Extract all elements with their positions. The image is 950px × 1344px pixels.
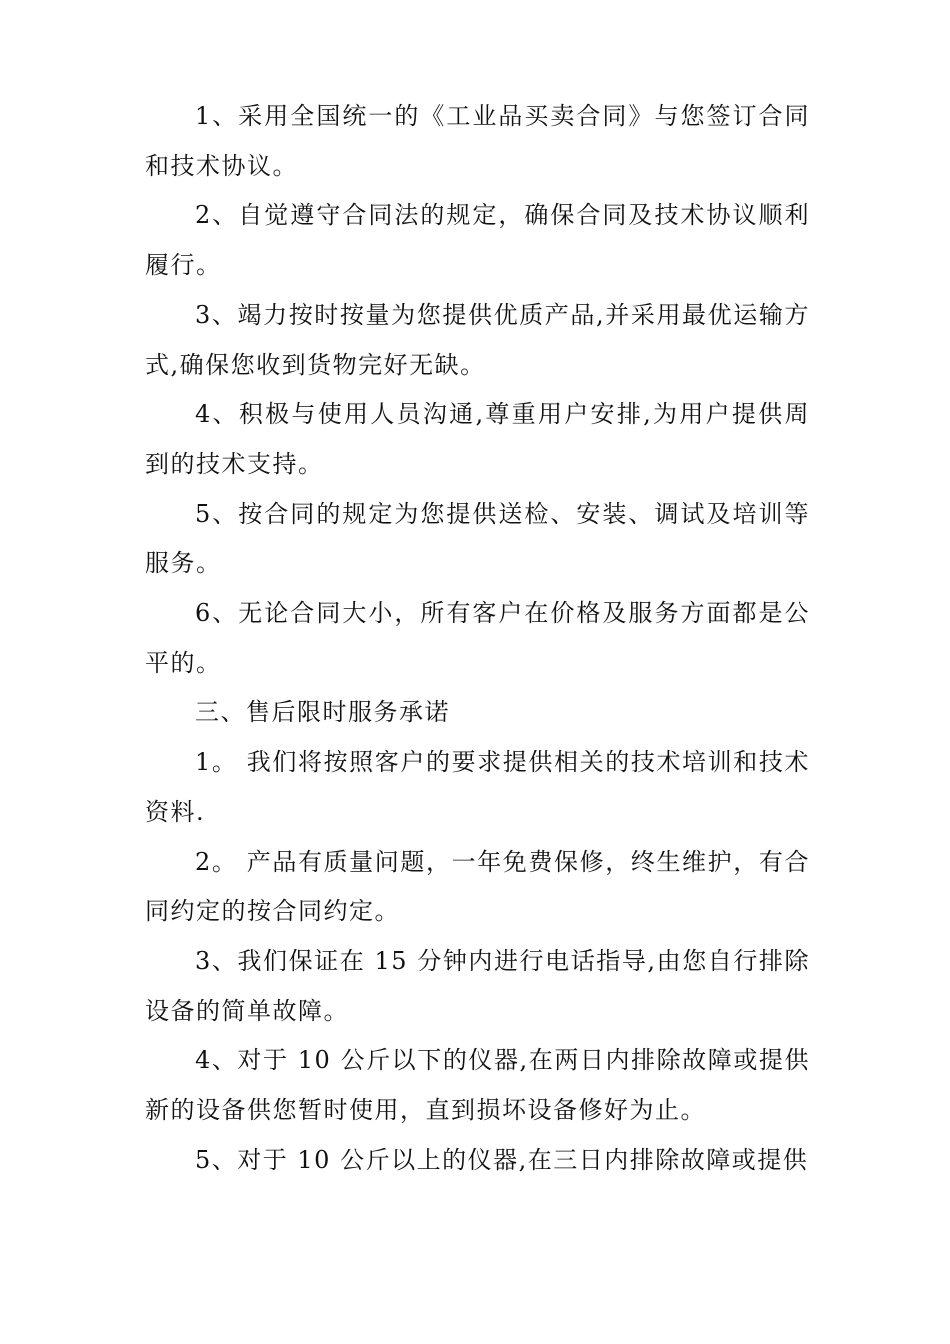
paragraph-10: 4、对于 10 公斤以下的仪器,在两日内排除故障或提供新的设备供您暂时使用，直到损坏设备修好为止。 [145,1046,810,1125]
section-heading: 三、售后限时服务承诺 [195,698,450,727]
paragraph-4: 4、积极与使用人员沟通,尊重用户安排,为用户提供周到的技术支持。 [145,400,810,478]
paragraph-5: 5、按合同的规定为您提供送检、安装、调试及培训等服务。 [145,499,810,578]
paragraph-7: 1。 我们将按照客户的要求提供相关的技术培训和技术资料. [145,748,810,826]
paragraph-3: 3、竭力按时按量为您提供优质产品,并采用最优运输方式,确保您收到货物完好无缺。 [145,300,810,379]
paragraph-6: 6、无论合同大小，所有客户在价格及服务方面都是公平的。 [145,599,810,677]
paragraph-2: 2、自觉遵守合同法的规定，确保合同及技术协议顺利履行。 [145,201,810,280]
paragraph-11: 5、对于 10 公斤以上的仪器,在三日内排除故障或提供 [195,1145,809,1174]
paragraph-9: 3、我们保证在 15 分钟内进行电话指导,由您自行排除设备的简单故障。 [145,946,810,1025]
document-body [145,92,810,1185]
paragraph-1: 1、采用全国统一的《工业品买卖合同》与您签订合同和技术协议。 [145,102,810,180]
paragraph-8: 2。 产品有质量问题，一年免费保修，终生维护，有合同约定的按合同约定。 [145,847,810,926]
